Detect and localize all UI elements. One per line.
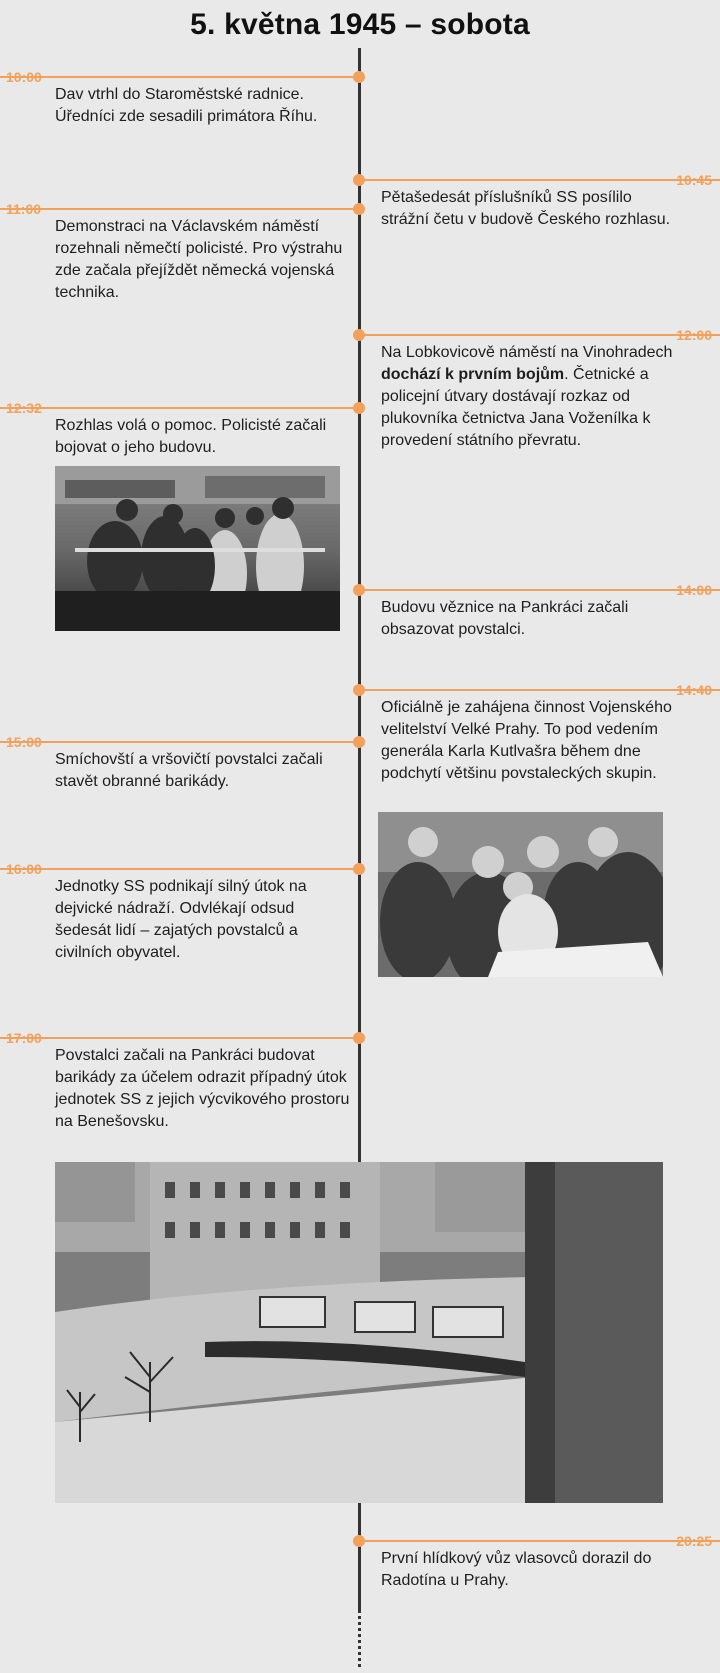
event-rule	[362, 334, 720, 336]
event-time: 12:32	[6, 400, 42, 416]
event-rule	[0, 1037, 356, 1039]
event-dot	[353, 71, 365, 83]
photo-radio-fighters-image	[55, 466, 340, 631]
photo-officers-map-image	[378, 812, 663, 977]
timeline-continuation	[358, 1610, 361, 1670]
event-time: 20:25	[676, 1533, 712, 1549]
event-dot	[353, 684, 365, 696]
event-rule	[362, 1540, 720, 1542]
event-text	[381, 342, 681, 452]
photo-radio-fighters	[55, 466, 340, 631]
event-rule	[0, 76, 356, 78]
event-time: 15:00	[6, 734, 42, 750]
event-dot	[353, 402, 365, 414]
event-dot	[353, 1535, 365, 1547]
event-rule	[0, 868, 356, 870]
event-dot	[353, 329, 365, 341]
event-text: Oficiálně je zahájena činnost Vojenského velitelství Velké Prahy. To pod vedením generála Karla Kutlvašra během dne podchytí většinu povstaleckých skupin.	[381, 699, 672, 782]
event-rule	[362, 689, 720, 691]
event-time: 11:00	[6, 201, 42, 217]
event-text: Demonstraci na Václavském náměstí rozehnali němečtí policisté. Pro výstrahu zde začala přejíždět německá vojenská technika.	[55, 218, 343, 301]
photo-pankrac-barricades	[55, 1162, 663, 1503]
event-dot	[353, 174, 365, 186]
event-time: 17:00	[6, 1030, 42, 1046]
event-text-part: . Četnické a policejní útvary dostávají rozkaz od plukovníka četnictva Jana Voženílka k provedení státního převratu.	[381, 366, 651, 449]
event-time: 10:45	[676, 172, 712, 188]
event-rule	[0, 741, 356, 743]
photo-pankrac-barricades-image	[55, 1162, 663, 1503]
event-time: 14:40	[676, 682, 712, 698]
event-dot	[353, 1032, 365, 1044]
event-rule	[362, 589, 720, 591]
photo-officers-map	[378, 812, 663, 977]
event-text: Budovu věznice na Pankráci začali obsazovat povstalci.	[381, 599, 629, 638]
event-rule	[0, 407, 356, 409]
event-time: 10:00	[6, 69, 42, 85]
event-text: Pětašedesát příslušníků SS posílilo strážní četu v budově Českého rozhlasu.	[381, 189, 671, 228]
event-text: Rozhlas volá o pomoc. Policisté začali bojovat o jeho budovu.	[55, 417, 327, 456]
event-text-part: Na Lobkovicově náměstí na Vinohradech	[381, 344, 673, 361]
event-text-emphasis: dochází k prvním bojům	[381, 366, 565, 383]
event-dot	[353, 736, 365, 748]
event-text: Dav vtrhl do Staroměstské radnice. Úředníci zde sesadili primátora Říhu.	[55, 86, 318, 125]
event-text: Smíchovští a vršovičtí povstalci začali stavět obranné barikády.	[55, 751, 323, 790]
event-time: 14:00	[676, 582, 712, 598]
event-rule	[0, 208, 356, 210]
event-time: 16:00	[6, 861, 42, 877]
event-time: 12:00	[676, 327, 712, 343]
page-title: 5. května 1945 – sobota	[190, 8, 530, 41]
event-text: Povstalci začali na Pankráci budovat barikády za účelem odrazit případný útok jednotek SS z jejich výcvikového prostoru na Benešovsku.	[55, 1047, 350, 1130]
event-text: Jednotky SS podnikají silný útok na dejvické nádraží. Odvlékají odsud šedesát lidí – zajatých povstalců a civilních obyvatel.	[55, 878, 307, 961]
event-dot	[353, 203, 365, 215]
event-rule	[362, 179, 720, 181]
event-text: První hlídkový vůz vlasovců dorazil do Radotína u Prahy.	[381, 1550, 652, 1589]
event-dot	[353, 584, 365, 596]
event-dot	[353, 863, 365, 875]
